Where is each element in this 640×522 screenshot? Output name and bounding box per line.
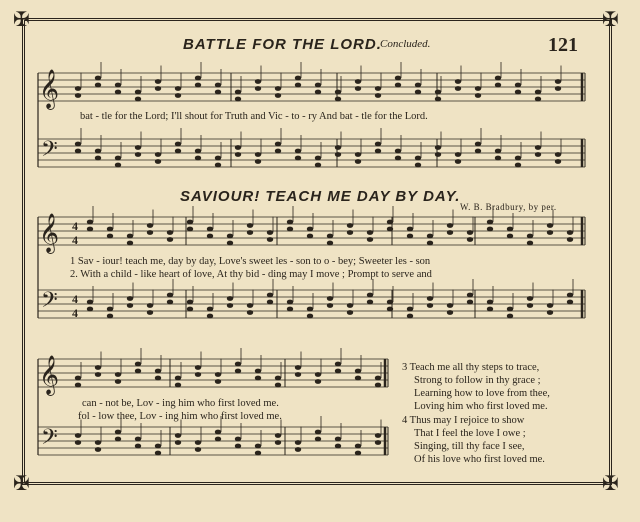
- note-head: [235, 369, 241, 374]
- note-head: [187, 300, 193, 305]
- note-head: [307, 307, 313, 312]
- corner-ornament-top-right: ✠: [602, 9, 619, 31]
- note-head: [115, 163, 121, 168]
- note-head: [155, 86, 161, 91]
- verse-4-line-1: 4 Thus may I rejoice to show: [402, 415, 525, 426]
- note-head: [155, 376, 161, 381]
- note-head: [135, 152, 141, 157]
- note-head: [347, 223, 353, 228]
- note-head: [87, 300, 93, 305]
- hymn1-title: BATTLE FOR THE LORD.: [183, 36, 382, 53]
- note-head: [327, 303, 333, 308]
- note-head: [75, 376, 81, 381]
- note-head: [355, 444, 361, 449]
- note-head: [475, 142, 481, 147]
- note-head: [215, 437, 221, 442]
- note-head: [315, 372, 321, 377]
- note-head: [315, 430, 321, 435]
- note-head: [87, 220, 93, 225]
- note-head: [395, 83, 401, 88]
- note-head: [307, 227, 313, 232]
- note-head: [455, 152, 461, 157]
- note-head: [495, 76, 501, 81]
- note-head: [175, 433, 181, 438]
- note-head: [355, 86, 361, 91]
- note-head: [395, 76, 401, 81]
- note-head: [95, 149, 101, 154]
- note-head: [467, 237, 473, 242]
- note-head: [555, 79, 561, 84]
- note-head: [355, 369, 361, 374]
- note-head: [295, 83, 301, 88]
- note-head: [135, 369, 141, 374]
- note-head: [227, 296, 233, 301]
- note-head: [215, 379, 221, 384]
- note-head: [95, 372, 101, 377]
- note-head: [507, 314, 513, 319]
- note-head: [207, 307, 213, 312]
- note-head: [435, 90, 441, 95]
- note-head: [227, 241, 233, 246]
- hymn2-line1-verse1: 1 Sav - iour! teach me, day by day, Love's sweet les - son to o - bey; Sweeter les - son: [70, 256, 431, 267]
- treble-clef: 𝄞: [39, 355, 60, 395]
- note-head: [415, 163, 421, 168]
- note-head: [155, 444, 161, 449]
- note-head: [135, 145, 141, 150]
- note-head: [555, 152, 561, 157]
- note-head: [155, 369, 161, 374]
- note-head: [235, 437, 241, 442]
- note-head: [495, 83, 501, 88]
- note-head: [295, 365, 301, 370]
- note-head: [255, 86, 261, 91]
- hymn1-lyric: bat - tle for the Lord; I'll shout for Truth and Vic - to - ry And bat - tle for the Lord.: [80, 111, 428, 122]
- note-head: [95, 76, 101, 81]
- note-head: [567, 237, 573, 242]
- note-head: [207, 227, 213, 232]
- note-head: [567, 230, 573, 235]
- note-head: [407, 234, 413, 239]
- note-head: [107, 234, 113, 239]
- note-head: [275, 440, 281, 445]
- note-head: [167, 300, 173, 305]
- note-head: [115, 430, 121, 435]
- note-head: [335, 444, 341, 449]
- note-head: [527, 241, 533, 246]
- note-head: [215, 163, 221, 168]
- note-head: [255, 159, 261, 164]
- note-head: [295, 76, 301, 81]
- note-head: [75, 149, 81, 154]
- verse-4-line-4: Of his love who first loved me.: [414, 454, 545, 465]
- note-head: [447, 223, 453, 228]
- note-head: [235, 152, 241, 157]
- note-head: [487, 220, 493, 225]
- note-head: [547, 230, 553, 235]
- note-head: [147, 230, 153, 235]
- note-head: [447, 230, 453, 235]
- note-head: [347, 310, 353, 315]
- note-head: [387, 307, 393, 312]
- note-head: [107, 227, 113, 232]
- time-signature: 4: [72, 233, 78, 247]
- note-head: [555, 86, 561, 91]
- note-head: [147, 303, 153, 308]
- corner-ornament-bottom-left: ✠: [13, 473, 30, 495]
- note-head: [175, 93, 181, 98]
- note-head: [367, 293, 373, 298]
- note-head: [415, 156, 421, 161]
- note-head: [175, 440, 181, 445]
- note-head: [87, 307, 93, 312]
- note-head: [395, 149, 401, 154]
- note-head: [407, 314, 413, 319]
- note-head: [295, 156, 301, 161]
- corner-ornament-top-left: ✠: [13, 9, 30, 31]
- note-head: [467, 293, 473, 298]
- note-head: [275, 93, 281, 98]
- note-head: [255, 444, 261, 449]
- note-head: [75, 433, 81, 438]
- note-head: [287, 220, 293, 225]
- note-head: [255, 152, 261, 157]
- note-head: [535, 145, 541, 150]
- note-head: [287, 227, 293, 232]
- note-head: [415, 83, 421, 88]
- verse-3-line-3: Learning how to love from thee,: [414, 388, 550, 399]
- note-head: [275, 433, 281, 438]
- note-head: [255, 369, 261, 374]
- treble-clef: 𝄞: [39, 213, 60, 253]
- note-head: [155, 159, 161, 164]
- note-head: [307, 234, 313, 239]
- note-head: [267, 237, 273, 242]
- note-head: [255, 376, 261, 381]
- note-head: [295, 372, 301, 377]
- note-head: [547, 303, 553, 308]
- note-head: [547, 310, 553, 315]
- note-head: [275, 149, 281, 154]
- note-head: [247, 230, 253, 235]
- hymn2-line2-verse1: can - not be, Lov - ing him who first loved me.: [82, 398, 279, 409]
- note-head: [315, 437, 321, 442]
- note-head: [195, 83, 201, 88]
- note-head: [275, 142, 281, 147]
- note-head: [355, 159, 361, 164]
- note-head: [287, 307, 293, 312]
- bass-clef: 𝄢: [41, 137, 58, 167]
- note-head: [335, 97, 341, 102]
- note-head: [515, 156, 521, 161]
- verse-3-line-4: Loving him who first loved me.: [414, 401, 548, 412]
- note-head: [175, 149, 181, 154]
- note-head: [467, 300, 473, 305]
- note-head: [547, 223, 553, 228]
- treble-clef: 𝄞: [39, 69, 60, 109]
- note-head: [375, 383, 381, 388]
- note-head: [535, 97, 541, 102]
- note-head: [375, 149, 381, 154]
- note-head: [527, 296, 533, 301]
- note-head: [427, 296, 433, 301]
- note-head: [147, 223, 153, 228]
- note-head: [195, 149, 201, 154]
- note-head: [155, 451, 161, 456]
- note-head: [495, 149, 501, 154]
- note-head: [387, 300, 393, 305]
- note-head: [75, 86, 81, 91]
- note-head: [335, 369, 341, 374]
- note-head: [187, 220, 193, 225]
- note-head: [207, 314, 213, 319]
- note-head: [235, 90, 241, 95]
- note-head: [135, 90, 141, 95]
- note-head: [435, 97, 441, 102]
- note-head: [115, 156, 121, 161]
- verse-3-line-1: 3 Teach me all thy steps to trace,: [402, 362, 540, 373]
- note-head: [295, 440, 301, 445]
- note-head: [535, 90, 541, 95]
- note-head: [347, 230, 353, 235]
- note-head: [127, 241, 133, 246]
- note-head: [415, 90, 421, 95]
- note-head: [327, 241, 333, 246]
- note-head: [407, 227, 413, 232]
- note-head: [87, 227, 93, 232]
- note-head: [155, 79, 161, 84]
- hymn2-credit: W. B. Bradbury, by per.: [460, 202, 557, 212]
- note-head: [307, 314, 313, 319]
- note-head: [127, 303, 133, 308]
- note-head: [295, 149, 301, 154]
- note-head: [95, 156, 101, 161]
- note-head: [235, 97, 241, 102]
- note-head: [155, 152, 161, 157]
- note-head: [195, 447, 201, 452]
- note-head: [375, 440, 381, 445]
- time-signature: 4: [72, 306, 78, 320]
- note-head: [75, 142, 81, 147]
- time-signature: 4: [72, 219, 78, 233]
- note-head: [187, 227, 193, 232]
- note-head: [115, 379, 121, 384]
- note-head: [227, 303, 233, 308]
- note-head: [487, 307, 493, 312]
- note-head: [335, 90, 341, 95]
- hymn1-subtitle: Concluded.: [380, 38, 431, 50]
- note-head: [215, 372, 221, 377]
- note-head: [255, 79, 261, 84]
- note-head: [315, 156, 321, 161]
- note-head: [287, 300, 293, 305]
- note-head: [455, 86, 461, 91]
- note-head: [215, 83, 221, 88]
- time-signature: 4: [72, 292, 78, 306]
- note-head: [235, 444, 241, 449]
- note-head: [375, 376, 381, 381]
- note-head: [315, 379, 321, 384]
- note-head: [115, 90, 121, 95]
- note-head: [355, 451, 361, 456]
- note-head: [195, 440, 201, 445]
- note-head: [515, 83, 521, 88]
- note-head: [167, 293, 173, 298]
- hymn2-line2-verse2: fol - low thee, Lov - ing him who first loved me.: [78, 411, 282, 422]
- note-head: [447, 303, 453, 308]
- note-head: [327, 234, 333, 239]
- note-head: [367, 300, 373, 305]
- hymn2-title: SAVIOUR! TEACH ME DAY BY DAY.: [180, 188, 461, 205]
- note-head: [335, 152, 341, 157]
- note-head: [195, 156, 201, 161]
- note-head: [375, 93, 381, 98]
- note-head: [167, 230, 173, 235]
- note-head: [395, 156, 401, 161]
- note-head: [115, 83, 121, 88]
- verse-4-line-2: That I feel the love I owe ;: [414, 428, 526, 439]
- note-head: [475, 149, 481, 154]
- note-head: [75, 440, 81, 445]
- note-head: [495, 156, 501, 161]
- note-head: [107, 314, 113, 319]
- note-head: [275, 86, 281, 91]
- bass-clef: 𝄢: [41, 288, 58, 318]
- verse-3-line-2: Strong to follow in thy grace ;: [414, 375, 541, 386]
- note-head: [427, 241, 433, 246]
- note-head: [527, 303, 533, 308]
- note-head: [75, 93, 81, 98]
- note-head: [507, 234, 513, 239]
- note-head: [195, 76, 201, 81]
- note-head: [247, 303, 253, 308]
- note-head: [515, 90, 521, 95]
- note-head: [527, 234, 533, 239]
- note-head: [175, 383, 181, 388]
- bass-clef: 𝄢: [41, 425, 58, 455]
- note-head: [455, 159, 461, 164]
- note-head: [167, 237, 173, 242]
- note-head: [387, 227, 393, 232]
- note-head: [335, 145, 341, 150]
- note-head: [215, 156, 221, 161]
- note-head: [295, 447, 301, 452]
- note-head: [427, 303, 433, 308]
- note-head: [135, 444, 141, 449]
- note-head: [95, 440, 101, 445]
- note-head: [95, 365, 101, 370]
- note-head: [315, 83, 321, 88]
- note-head: [335, 437, 341, 442]
- note-head: [315, 90, 321, 95]
- note-head: [475, 86, 481, 91]
- note-head: [475, 93, 481, 98]
- note-head: [215, 430, 221, 435]
- note-head: [235, 145, 241, 150]
- note-head: [355, 79, 361, 84]
- note-head: [367, 230, 373, 235]
- note-head: [487, 300, 493, 305]
- note-head: [207, 234, 213, 239]
- note-head: [447, 310, 453, 315]
- note-head: [515, 163, 521, 168]
- note-head: [115, 437, 121, 442]
- corner-ornament-bottom-right: ✠: [602, 473, 619, 495]
- note-head: [427, 234, 433, 239]
- note-head: [255, 451, 261, 456]
- note-head: [227, 234, 233, 239]
- note-head: [195, 365, 201, 370]
- note-head: [127, 296, 133, 301]
- note-head: [247, 310, 253, 315]
- note-head: [215, 90, 221, 95]
- note-head: [95, 447, 101, 452]
- note-head: [375, 142, 381, 147]
- note-head: [347, 303, 353, 308]
- note-head: [535, 152, 541, 157]
- note-head: [467, 230, 473, 235]
- note-head: [435, 152, 441, 157]
- note-head: [507, 307, 513, 312]
- note-head: [135, 362, 141, 367]
- note-head: [407, 307, 413, 312]
- note-head: [187, 307, 193, 312]
- note-head: [275, 383, 281, 388]
- note-head: [375, 433, 381, 438]
- note-head: [147, 310, 153, 315]
- note-head: [327, 296, 333, 301]
- note-head: [567, 293, 573, 298]
- hymn2-line1-verse2: 2. With a child - like heart of love, At thy bid - ding may I move ; Prompt to serve and: [70, 269, 432, 280]
- note-head: [375, 86, 381, 91]
- note-head: [267, 230, 273, 235]
- note-head: [75, 383, 81, 388]
- note-head: [367, 237, 373, 242]
- note-head: [275, 376, 281, 381]
- note-head: [435, 145, 441, 150]
- note-head: [387, 220, 393, 225]
- note-head: [267, 293, 273, 298]
- note-head: [567, 300, 573, 305]
- note-head: [175, 142, 181, 147]
- note-head: [235, 362, 241, 367]
- note-head: [135, 437, 141, 442]
- note-head: [175, 376, 181, 381]
- note-head: [267, 300, 273, 305]
- note-head: [335, 362, 341, 367]
- note-head: [455, 79, 461, 84]
- note-head: [127, 234, 133, 239]
- note-head: [135, 97, 141, 102]
- note-head: [555, 159, 561, 164]
- note-head: [107, 307, 113, 312]
- note-head: [195, 372, 201, 377]
- note-head: [507, 227, 513, 232]
- note-head: [487, 227, 493, 232]
- page-number: 121: [548, 34, 578, 56]
- note-head: [315, 163, 321, 168]
- note-head: [355, 376, 361, 381]
- note-head: [95, 83, 101, 88]
- verse-4-line-3: Singing, till thy face I see,: [414, 441, 525, 452]
- note-head: [247, 223, 253, 228]
- note-head: [355, 152, 361, 157]
- note-head: [175, 86, 181, 91]
- note-head: [115, 372, 121, 377]
